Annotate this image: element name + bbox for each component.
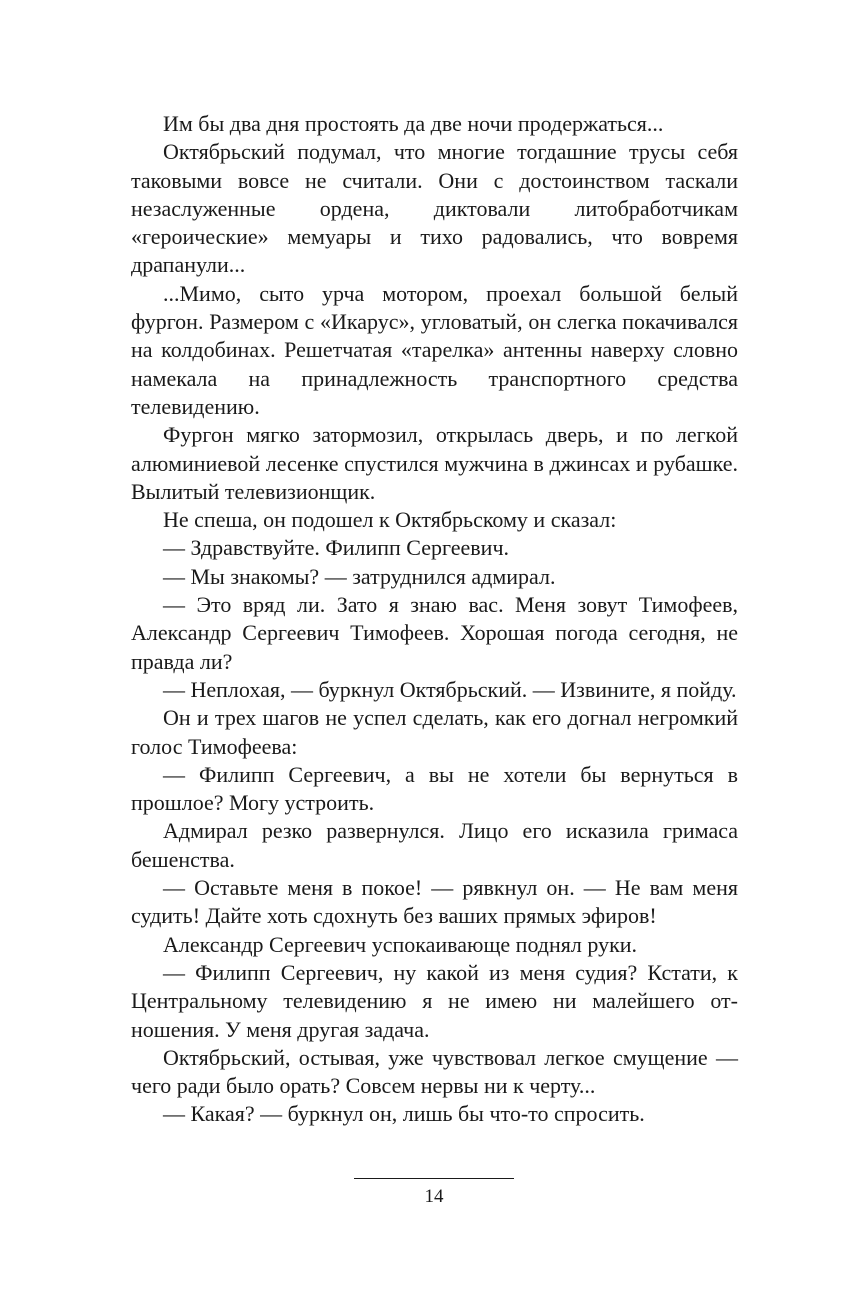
paragraph: — Филипп Сергеевич, ну какой из меня судия? Кстати, к Центральному телевидению я не имею ни малейшего отношения. У меня другая задача. xyxy=(131,959,738,1042)
paragraph: Им бы два дня простоять да две ночи продержаться... xyxy=(163,111,664,136)
paragraph: Октябрьский, остывая, уже чувствовал легкое смущение — чего ради было орать? Совсем нервы ни к черту... xyxy=(131,1044,738,1099)
page-body-text xyxy=(131,110,738,1129)
paragraph: Адмирал резко развернулся. Лицо его исказила гримаса бешенства. xyxy=(131,818,738,872)
paragraph: Октябрьский подумал, что многие тогдашние трусы себя таковыми вовсе не считали. Они с достоинством таскали незаслуженные ордена, диктовали литобработчикам «героические» мемуары и тихо радовались, что вовремя драпанули... xyxy=(131,139,738,278)
page-number: 14 xyxy=(424,1186,444,1207)
paragraph: — Какая? — буркнул он, лишь бы что-то спросить. xyxy=(163,1101,645,1127)
paragraph: Он и трех шагов не успел сделать, как его догнал негромкий голос Тимофеева: xyxy=(131,705,738,759)
paragraph: — Здравствуйте. Филипп Сергеевич. xyxy=(163,535,510,561)
paragraph: ...Мимо, сыто урча мотором, проехал большой белый фургон. Размером с «Икарус», угловатый, он слегка покачивался на колдобинах. Решетчатая «тарелка» антенны наверху словно намекала на принадлежность транспортного средства телевидению. xyxy=(131,280,738,419)
paragraph: — Филипп Сергеевич, а вы не хотели бы вернуться в прошлое? Могу устроить. xyxy=(131,761,738,816)
paragraph: Фургон мягко затормозил, открылась дверь, и по легкой алюминиевой лесенке спустился мужчина в джинсах и рубашке. Вылитый телевизионщик. xyxy=(131,422,738,504)
paragraph: — Это вряд ли. Зато я знаю вас. Меня зовут Тимофеев, Александр Сергеевич Тимофеев. Хорошая погода сегодня, не правда ли? xyxy=(131,592,738,674)
paragraph: — Мы знакомы? — затруднился адмирал. xyxy=(163,563,556,589)
paragraph: Александр Сергеевич успокаивающе поднял руки. xyxy=(163,931,638,957)
footer-rule xyxy=(354,1178,514,1179)
paragraph: Не спеша, он подошел к Октябрьскому и сказал: xyxy=(163,507,617,533)
paragraph: — Неплохая, — буркнул Октябрьский. — Извините, я пойду. xyxy=(163,676,737,702)
paragraph: — Оставьте меня в покое! — рявкнул он. — Не вам меня судить! Дайте хоть сдохнуть без ваших прямых эфиров! xyxy=(131,875,738,929)
